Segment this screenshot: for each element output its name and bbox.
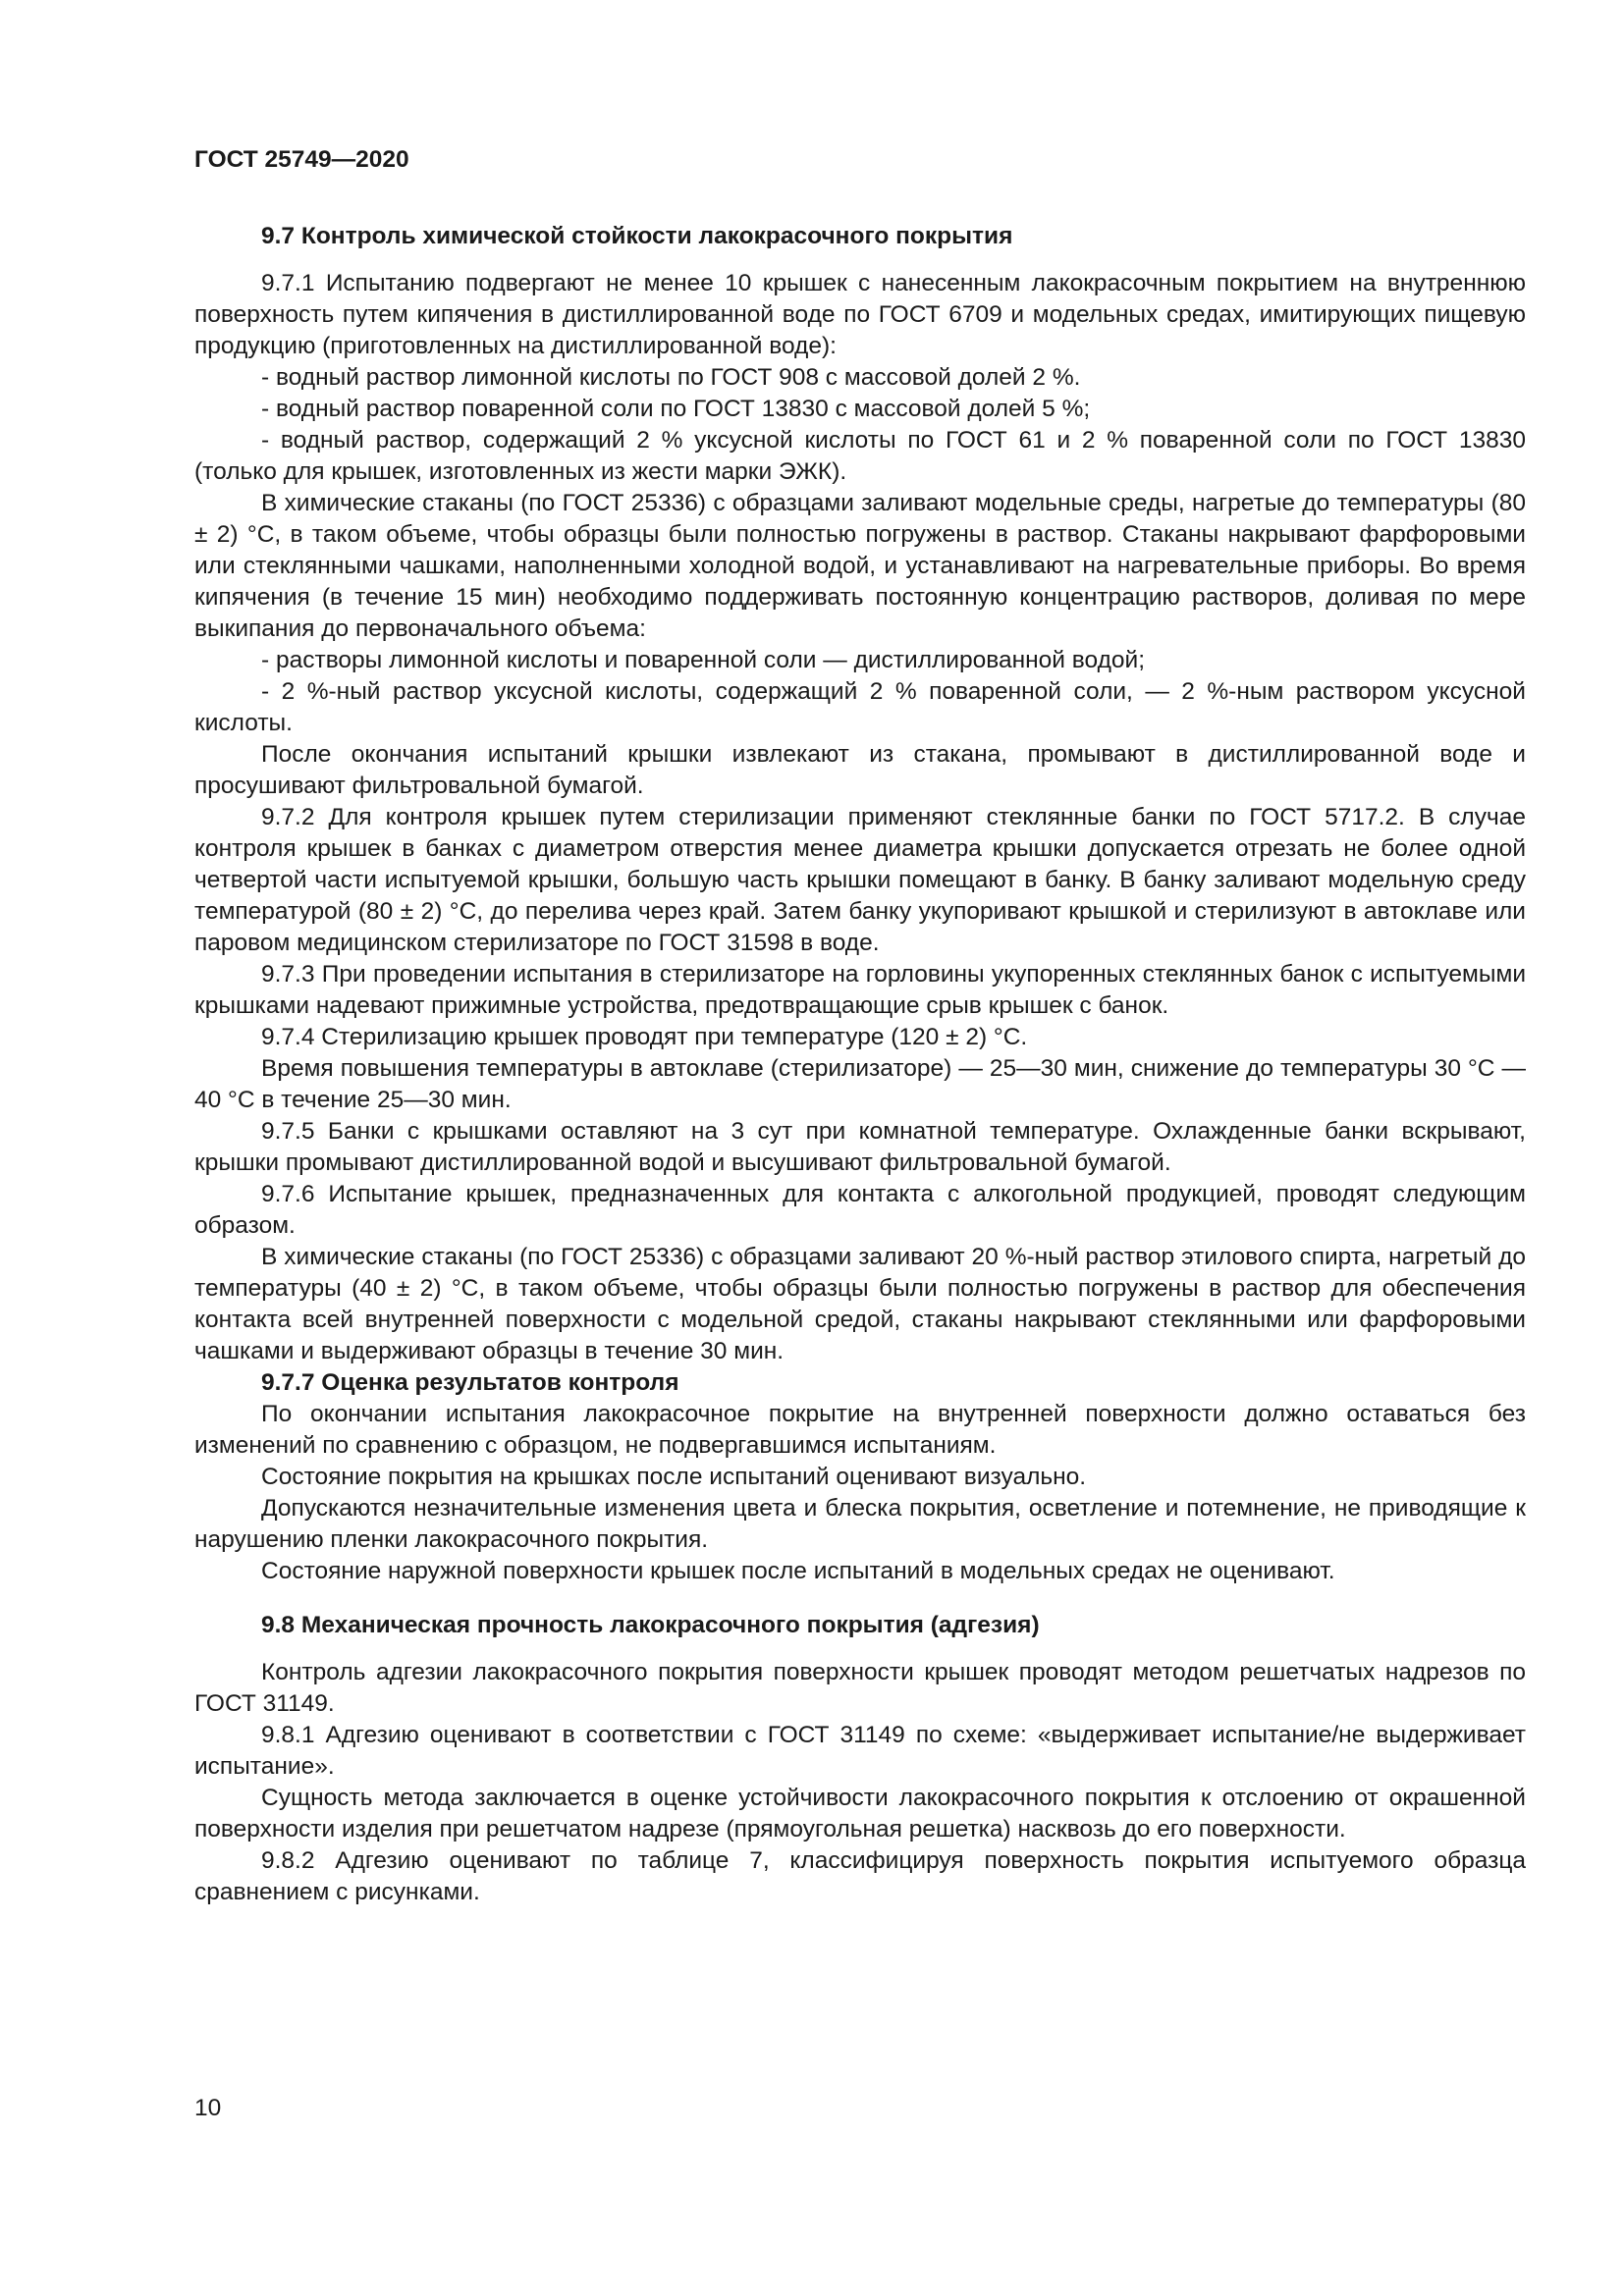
section-heading-9-7: 9.7 Контроль химической стойкости лакокрасочного покрытия: [261, 223, 1013, 249]
paragraph: В химические стаканы (по ГОСТ 25336) с образцами заливают 20 %-ный раствор этилового спирта, нагретый до температуры (40 ± 2) °С, в таком объеме, чтобы образцы были полностью погружены в раствор для обеспечения контакта всей внутренней поверхности с модельной средой, стаканы накрывают стеклянными или фарфоровыми чашками и выдерживают образцы в течение 30 мин.: [194, 1244, 1526, 1364]
paragraph: 9.7.4 Стерилизацию крышек проводят при температуре (120 ± 2) °С.: [261, 1024, 1028, 1050]
paragraph: В химические стаканы (по ГОСТ 25336) с образцами заливают модельные среды, нагретые до температуры (80 ± 2) °С, в таком объеме, чтобы образцы были полностью погружены в раствор. Стаканы накрывают фарфоровыми или стеклянными чашками, наполненными холодной водой, и устанавливают на нагревательные приборы. Во время кипячения (в течение 15 мин) необходимо поддерживать постоянную концентрацию растворов, доливая по мере выкипания до первоначального объема:: [194, 490, 1526, 642]
paragraph: 9.7.2 Для контроля крышек путем стерилизации применяют стеклянные банки по ГОСТ 5717.2. В случае контроля крышек в банках с диаметром отверстия менее диаметра крышки допускается отрезать не более одной четвертой части испытуемой крышки, большую часть крышки помещают в банку. В банку заливают модельную среду температурой (80 ± 2) °С, до перелива через край. Затем банку укупоривают крышкой и стерилизуют в автоклаве или паровом медицинском стерилизаторе по ГОСТ 31598 в воде.: [194, 804, 1526, 956]
paragraph: 9.7.1 Испытанию подвергают не менее 10 крышек с нанесенным лакокрасочным покрытием на внутреннюю поверхность путем кипячения в дистиллированной воде по ГОСТ 6709 и модельных средах, имитирующих пищевую продукцию (приготовленных на дистиллированной воде):: [194, 270, 1526, 359]
section-9-8-body: [194, 1657, 1526, 1908]
section-heading-9-8: 9.8 Механическая прочность лакокрасочного покрытия (адгезия): [261, 1612, 1040, 1638]
paragraph: 9.7.6 Испытание крышек, предназначенных для контакта с алкогольной продукцией, проводят следующим образом.: [194, 1181, 1526, 1239]
paragraph: После окончания испытаний крышки извлекают из стакана, промывают в дистиллированной воде и просушивают фильтровальной бумагой.: [194, 741, 1526, 799]
paragraph: 9.8.2 Адгезию оценивают по таблице 7, классифицируя поверхность покрытия испытуемого образца сравнением с рисунками.: [194, 1847, 1526, 1905]
paragraph: Контроль адгезии лакокрасочного покрытия поверхности крышек проводят методом решетчатых надрезов по ГОСТ 31149.: [194, 1659, 1526, 1717]
paragraph: Сущность метода заключается в оценке устойчивости лакокрасочного покрытия к отслоению от окрашенной поверхности изделия при решетчатом надрезе (прямоугольная решетка) насквозь до его поверхности.: [194, 1785, 1526, 1842]
section-9-7-body: [194, 268, 1526, 1587]
paragraph: Состояние наружной поверхности крышек после испытаний в модельных средах не оценивают.: [261, 1558, 1335, 1584]
list-item: - 2 %-ный раствор уксусной кислоты, содержащий 2 % поваренной соли, — 2 %-ным раствором уксусной кислоты.: [194, 678, 1526, 736]
paragraph: 9.7.5 Банки с крышками оставляют на 3 сут при комнатной температуре. Охлажденные банки вскрывают, крышки промывают дистиллированной водой и высушивают фильтровальной бумагой.: [194, 1118, 1526, 1176]
paragraph: Время повышения температуры в автоклаве (стерилизаторе) — 25—30 мин, снижение до температуры 30 °С — 40 °С в течение 25—30 мин.: [194, 1055, 1526, 1113]
paragraph: Состояние покрытия на крышках после испытаний оценивают визуально.: [261, 1464, 1087, 1490]
paragraph: 9.7.3 При проведении испытания в стерилизаторе на горловины укупоренных стеклянных банок с испытуемыми крышками надевают прижимные устройства, предотвращающие срыв крышек с банок.: [194, 961, 1526, 1019]
document-header-code: ГОСТ 25749—2020: [194, 146, 409, 173]
paragraph: По окончании испытания лакокрасочное покрытие на внутренней поверхности должно оставаться без изменений по сравнению с образцом, не подвергавшимся испытаниям.: [194, 1401, 1526, 1459]
list-item: - водный раствор лимонной кислоты по ГОСТ 908 с массовой долей 2 %.: [261, 364, 1081, 391]
list-item: - растворы лимонной кислоты и поваренной соли — дистиллированной водой;: [261, 647, 1146, 673]
subsection-heading-9-7-7: 9.7.7 Оценка результатов контроля: [261, 1369, 679, 1396]
list-item: - водный раствор поваренной соли по ГОСТ 13830 с массовой долей 5 %;: [261, 396, 1091, 422]
list-item: - водный раствор, содержащий 2 % уксусной кислоты по ГОСТ 61 и 2 % поваренной соли по ГОСТ 13830 (только для крышек, изготовленных из жести марки ЭЖК).: [194, 427, 1526, 485]
paragraph: Допускаются незначительные изменения цвета и блеска покрытия, осветление и потемнение, не приводящие к нарушению пленки лакокрасочного покрытия.: [194, 1495, 1526, 1553]
document-page: [194, 145, 1526, 1908]
paragraph: 9.8.1 Адгезию оценивают в соответствии с ГОСТ 31149 по схеме: «выдерживает испытание/не выдерживает испытание».: [194, 1722, 1526, 1780]
page-number: 10: [194, 2095, 222, 2121]
